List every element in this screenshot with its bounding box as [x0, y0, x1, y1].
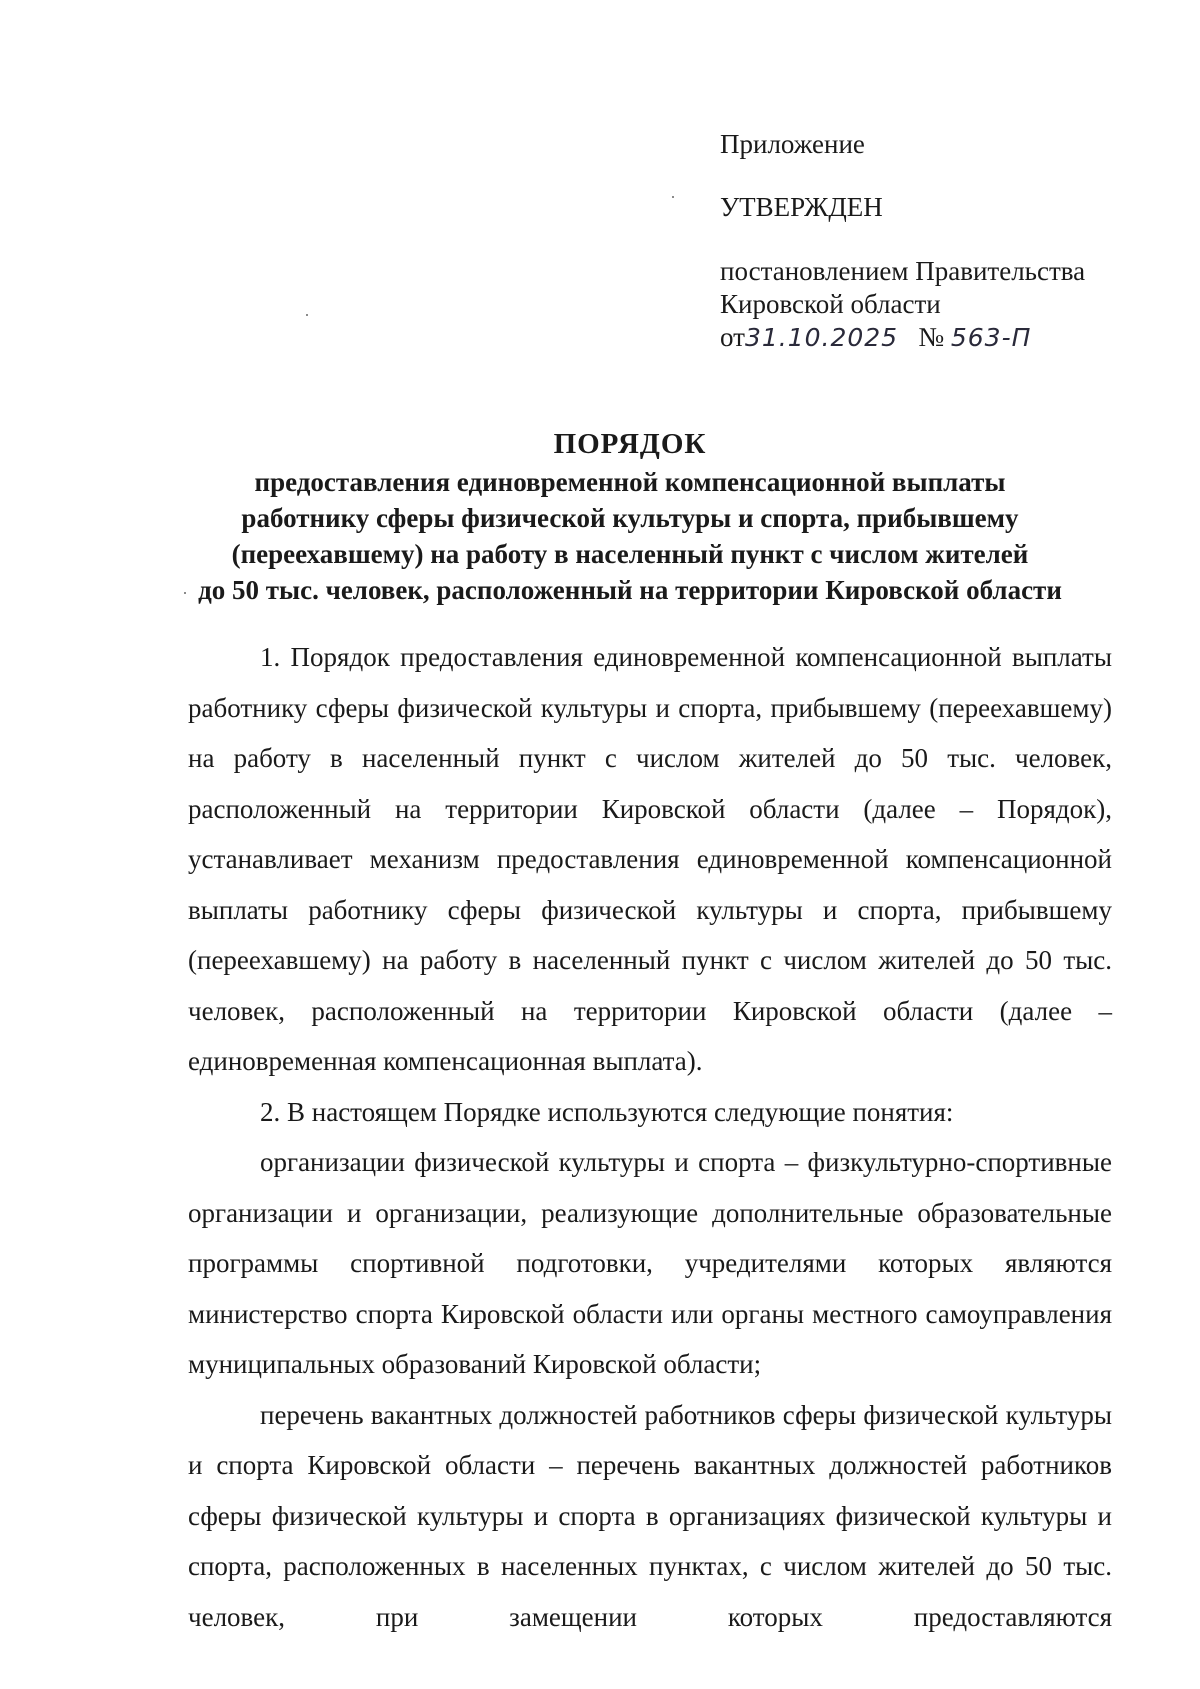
paragraph-4: перечень вакантных должностей работников сферы физической культуры и спорта Кировской области – перечень вакантных должностей работников сферы физической культуры и спорта в организациях физической культуры и спорта, расположенных в населенных пунктах, с числом жителей до 50 тыс. человек, при замещении которых предоставляются: [188, 1399, 1112, 1632]
title-line: до 50 тыс. человек, расположенный на территории Кировской области: [198, 575, 1062, 605]
resolution-line-2: Кировской области: [720, 289, 941, 319]
handwritten-date: 31.10.2025: [744, 323, 899, 352]
appendix-label: Приложение: [720, 129, 865, 159]
title-main: ПОРЯДОК: [553, 428, 707, 460]
scan-speck: [306, 314, 308, 316]
date-number-line: [720, 321, 1140, 354]
title-line: (переехавшему) на работу в населенный пункт с числом жителей: [231, 539, 1029, 569]
scan-speck: [184, 592, 186, 594]
approval-stamp-block: [720, 128, 1140, 354]
title-line: предоставления единовременной компенсационной выплаты: [254, 467, 1006, 497]
scan-speck: [672, 196, 674, 198]
resolution-line-1: постановлением Правительства: [720, 256, 1086, 286]
document-body: [188, 632, 1112, 1642]
date-prefix: от: [720, 322, 745, 352]
paragraph-2: 2. В настоящем Порядке используются следующие понятия:: [260, 1096, 954, 1127]
handwritten-number: 563-П: [950, 323, 1032, 352]
title-line: работнику сферы физической культуры и спорта, прибывшему: [241, 503, 1019, 533]
paragraph-3: организации физической культуры и спорта – физкультурно-спортивные организации и организации, реализующие дополнительные образовательные программы спортивной подготовки, учредителями которых являются министерство спорта Кировской области или органы местного самоуправления муниципальных образований Кировской области;: [188, 1147, 1112, 1379]
number-prefix: №: [918, 322, 945, 352]
document-title: [150, 426, 1110, 608]
paragraph-1: 1. Порядок предоставления единовременной компенсационной выплаты работнику сферы физической культуры и спорта, прибывшему (переехавшему) на работу в населенный пункт с числом жителей до 50 тыс. человек, расположенный на территории Кировской области (далее – Порядок), устанавливает механизм предоставления единовременной компенсационной выплаты работнику сферы физической культуры и спорта, прибывшему (переехавшему) на работу в населенный пункт с числом жителей до 50 тыс. человек, расположенный на территории Кировской области (далее – единовременная компенсационная выплата).: [188, 642, 1112, 1076]
approved-label: УТВЕРЖДЕН: [720, 192, 883, 222]
